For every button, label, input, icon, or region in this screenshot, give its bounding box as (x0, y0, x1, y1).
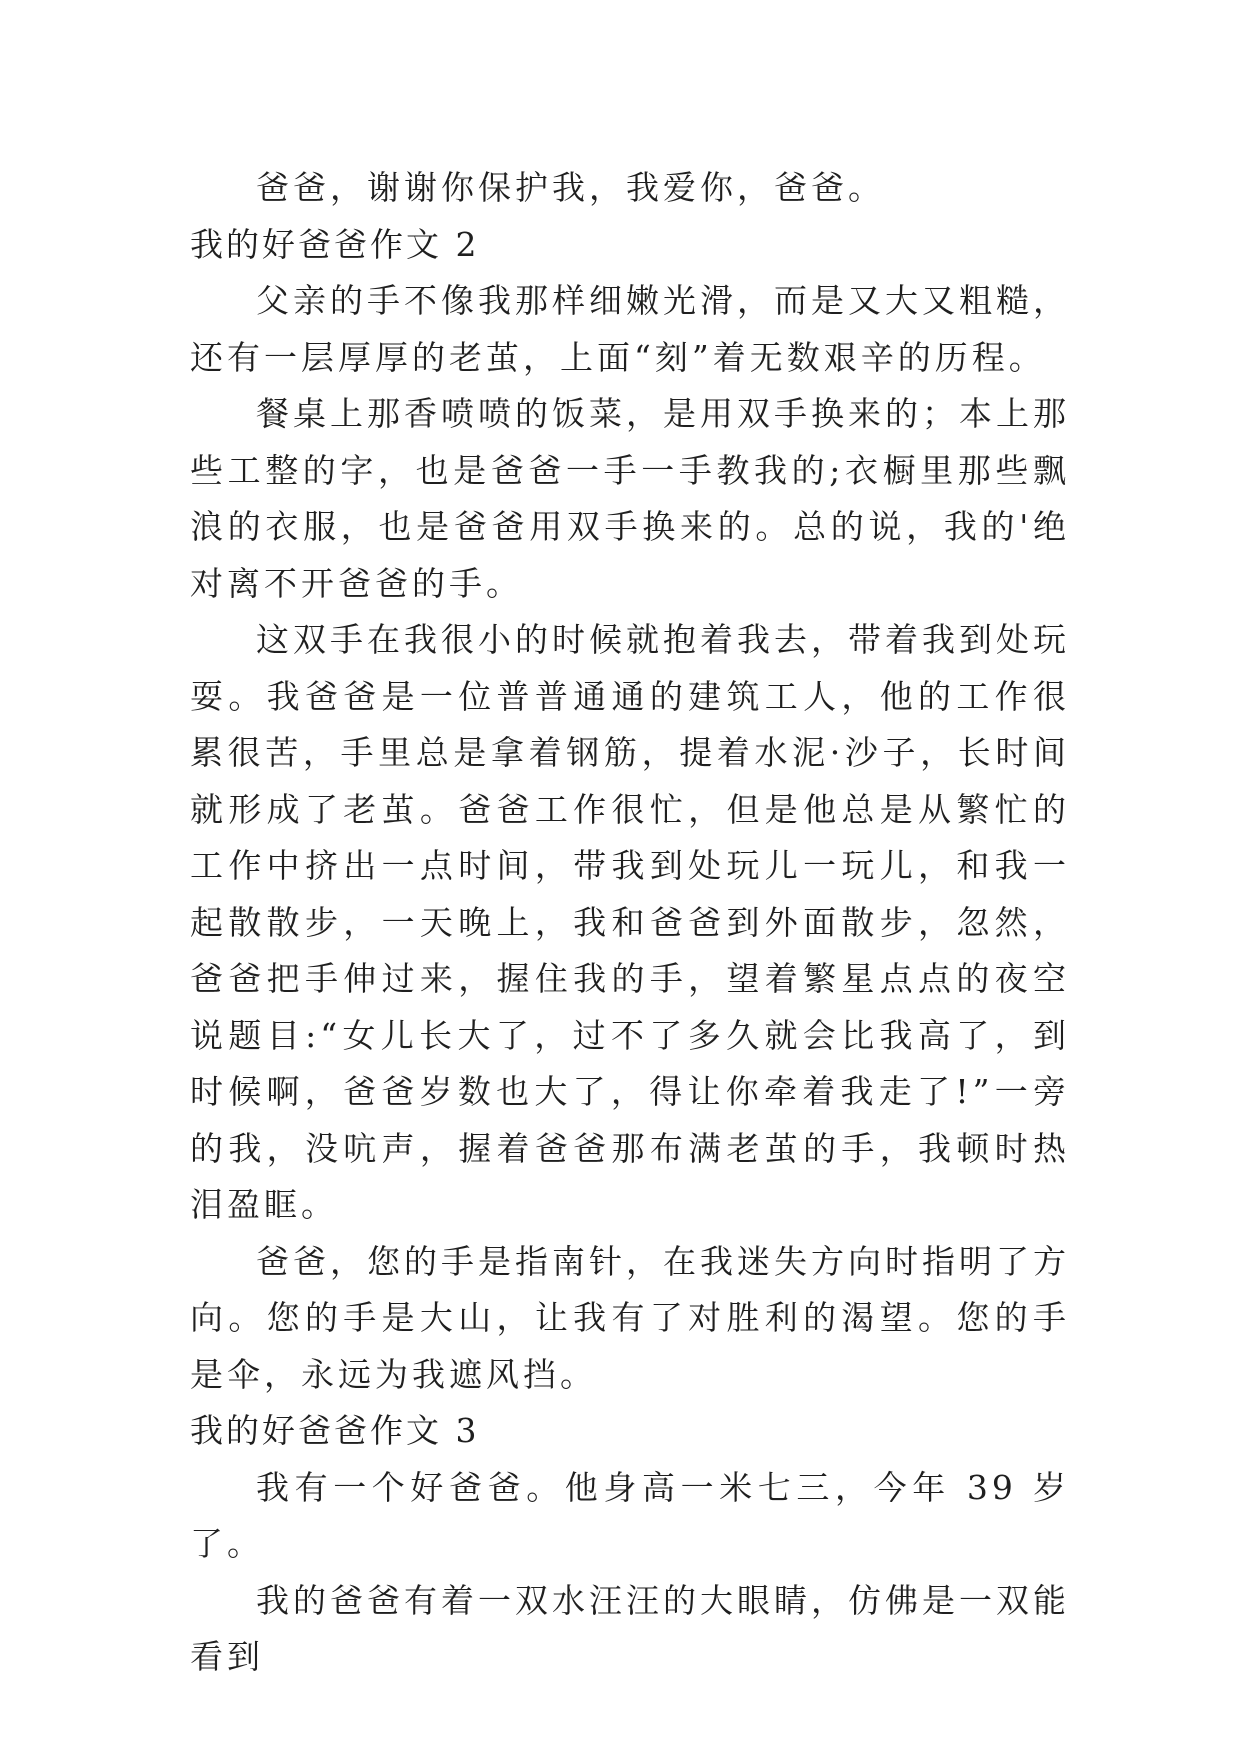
paragraph: 我有一个好爸爸。他身高一米七三，今年 39 岁了。 (190, 1467, 1070, 1563)
section-heading-2: 我的好爸爸作文 2 (190, 224, 480, 264)
paragraph: 餐桌上那香喷喷的饭菜，是用双手换来的；本上那些工整的字，也是爸爸一手一手教我的;衣橱里那些飘浪的衣服，也是爸爸用双手换来的。总的说，我的'绝对离不开爸爸的手。 (190, 394, 1070, 603)
paragraph: 父亲的手不像我那样细嫩光滑，而是又大又粗糙，还有一层厚厚的老茧，上面“刻”着无数艰辛的历程。 (190, 281, 1070, 377)
paragraph: 我的爸爸有着一双水汪汪的大眼睛，仿佛是一双能看到 (190, 1580, 1070, 1676)
document-body (190, 160, 1070, 1686)
paragraph: 这双手在我很小的时候就抱着我去，带着我到处玩耍。我爸爸是一位普普通通的建筑工人，他的工作很累很苦，手里总是拿着钢筋，提着水泥·沙子，长时间就形成了老茧。爸爸工作很忙，但是他总是从繁忙的工作中挤出一点时间，带我到处玩儿一玩儿，和我一起散散步，一天晚上，我和爸爸到外面散步，忽然，爸爸把手伸过来，握住我的手，望着繁星点点的夜空说题目:“女儿长大了，过不了多久就会比我高了，到时候啊，爸爸岁数也大了，得让你牵着我走了!”一旁的我，没吭声，握着爸爸那布满老茧的手，我顿时热泪盈眶。 (190, 620, 1070, 1224)
paragraph-closing: 爸爸，谢谢你保护我，我爱你，爸爸。 (256, 168, 885, 207)
paragraph: 爸爸，您的手是指南针，在我迷失方向时指明了方向。您的手是大山，让我有了对胜利的渴望。您的手是伞，永远为我遮风挡。 (190, 1241, 1070, 1394)
section-heading-3: 我的好爸爸作文 3 (190, 1411, 480, 1450)
